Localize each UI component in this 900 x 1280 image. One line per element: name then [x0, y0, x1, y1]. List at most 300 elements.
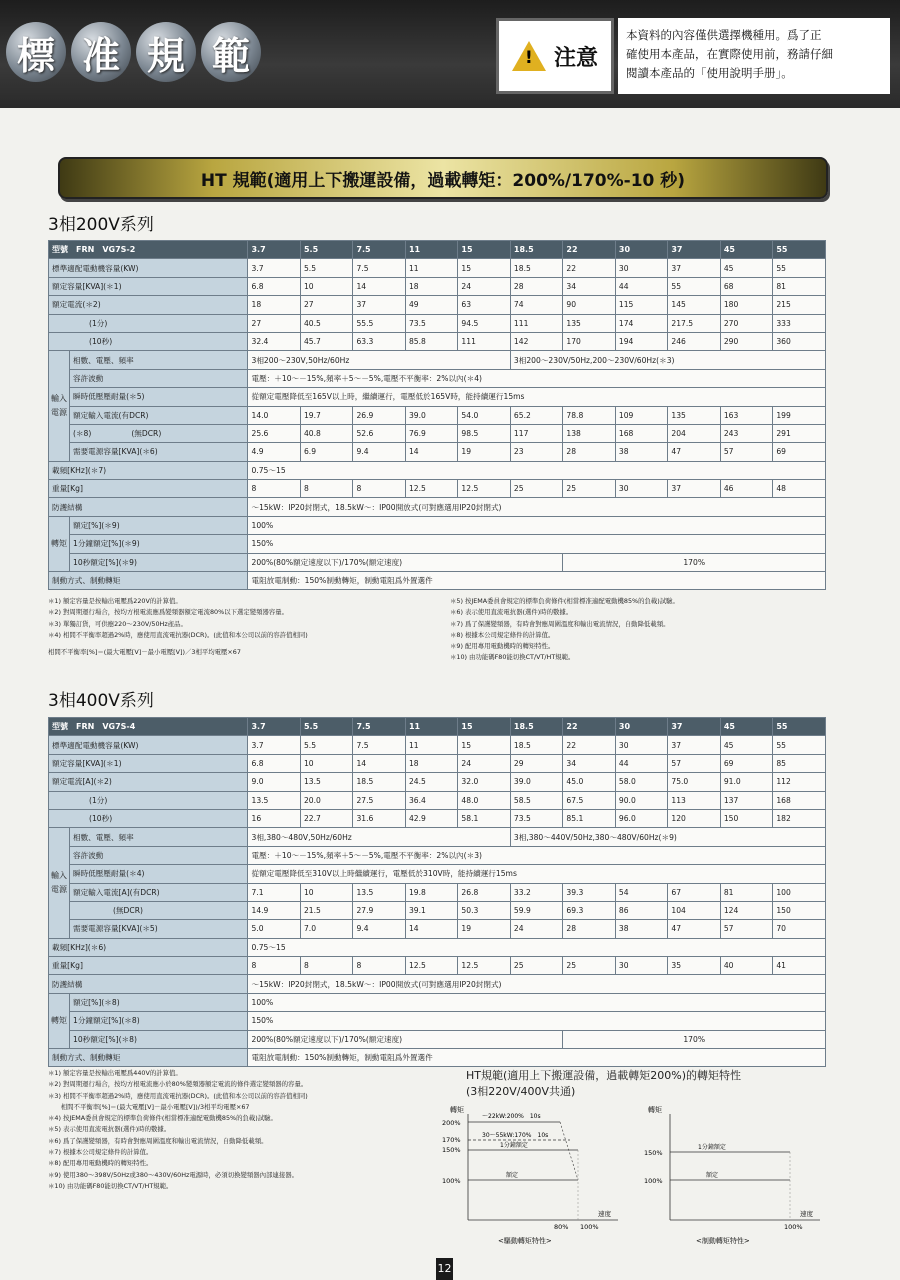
row-label: 額定輸入電流[A](有DCR) [69, 883, 248, 901]
table-row [49, 846, 826, 864]
value-cell: 45 [720, 736, 772, 754]
value-cell: 25 [563, 480, 615, 498]
note-line: ＊7) 爲了保護變頻器，有時會對應周圍溫度和輸出電流情況，自動降低載頻。 [450, 619, 670, 628]
value-cell: 360 [773, 332, 826, 350]
value-cell: 3.7 [248, 736, 300, 754]
value-cell: 電壓：＋10〜－15%,頻率＋5〜－5%,電壓不平衡率：2%以內(＊4) [248, 369, 826, 387]
value-cell: 54.0 [458, 406, 510, 424]
table-row [49, 388, 826, 406]
value-cell: 30 [615, 957, 667, 975]
value-cell: 150% [248, 535, 826, 553]
value-cell: 10 [300, 277, 352, 295]
value-cell: 22 [563, 736, 615, 754]
drive-x-tick: 80% [554, 1223, 569, 1231]
value-cell: 150 [773, 901, 826, 919]
value-cell: 23 [510, 443, 562, 461]
table-row [49, 461, 826, 479]
row-label: 重量[Kg] [49, 957, 248, 975]
caution-text [618, 18, 890, 94]
value-cell: 30 [615, 259, 667, 277]
note-line: ＊7) 根據本公司規定條件的計算值。 [48, 1148, 153, 1157]
row-label: 額定容量[KVA](＊1) [49, 754, 248, 772]
notes-200v-right [450, 596, 840, 664]
row-label: 容許波動 [69, 369, 248, 387]
row-label: 制動方式、制動轉矩 [49, 572, 248, 590]
value-cell: 55 [773, 259, 826, 277]
value-cell: 37 [668, 241, 720, 259]
torque-characteristic-graphs [420, 1100, 840, 1260]
row-label: 額定[%](＊8) [69, 993, 248, 1011]
drive-y-tick: 150% [442, 1146, 461, 1154]
value-cell: 94.5 [458, 314, 510, 332]
value-cell: 5.5 [300, 259, 352, 277]
value-cell: 25 [510, 480, 562, 498]
value-cell: 3.7 [248, 718, 300, 736]
value-cell: 40.5 [300, 314, 352, 332]
value-cell: 70 [773, 920, 826, 938]
value-cell: 45 [720, 259, 772, 277]
row-label: (1分) [49, 791, 248, 809]
note-line: ＊6) 表示使用直流電抗器(選件)時的數據。 [450, 608, 573, 617]
value-cell: 69.3 [563, 901, 615, 919]
value-cell: 85.8 [405, 332, 457, 350]
drive-line-label: 30〜55kW:170% 10s [482, 1132, 549, 1139]
table-row [49, 535, 826, 553]
value-cell: 18.5 [353, 773, 405, 791]
table-row [49, 865, 826, 883]
drive-line-label: 1分鐘額定 [500, 1142, 528, 1149]
value-cell: 168 [615, 424, 667, 442]
value-cell: 48.0 [458, 791, 510, 809]
page-header [0, 0, 900, 108]
value-cell: 18 [405, 277, 457, 295]
value-cell: 55 [773, 736, 826, 754]
value-cell: 58.1 [458, 809, 510, 827]
page-number: 12 [436, 1258, 453, 1280]
row-label: 防護結構 [49, 498, 248, 516]
value-cell: 7.5 [353, 736, 405, 754]
value-cell: 15 [458, 736, 510, 754]
brake-torque-graph [644, 1105, 820, 1245]
chart-title-line: HT規範(適用上下搬運設備，過載轉矩200%)的轉矩特性 [466, 1069, 742, 1082]
value-cell: 170% [563, 553, 826, 571]
value-cell: 58.0 [615, 773, 667, 791]
value-cell: 14 [353, 754, 405, 772]
value-cell: 〜15kW：IP20封閉式，18.5kW〜：IP00開放式(可對應選用IP20封閉式) [248, 975, 826, 993]
value-cell: 45.7 [300, 332, 352, 350]
value-cell: 55.5 [353, 314, 405, 332]
value-cell: 246 [668, 332, 720, 350]
table-row [49, 1049, 826, 1067]
value-cell: 12.5 [458, 480, 510, 498]
value-cell: 9.4 [353, 920, 405, 938]
value-cell: 9.4 [353, 443, 405, 461]
brake-x-tick: 100% [784, 1223, 803, 1231]
value-cell: 54 [615, 883, 667, 901]
value-cell: 55 [773, 241, 826, 259]
value-cell: 111 [510, 314, 562, 332]
value-cell: 從額定電壓降低至310V以上時繼續運行，電壓低於310V時，能持續運行15ms [248, 865, 826, 883]
value-cell: 10 [300, 883, 352, 901]
row-label: 額定輸入電流(有DCR) [69, 406, 248, 424]
value-cell: 3.7 [248, 259, 300, 277]
title-char: 範 [201, 22, 261, 82]
value-cell: 8 [353, 957, 405, 975]
model-label: 型號 FRN VG7S-2 [49, 241, 248, 259]
value-cell: 52.6 [353, 424, 405, 442]
note-line: ＊1) 額定容量是按輸出電壓爲440V的計算值。 [48, 1069, 182, 1077]
row-label: 相數、電壓、頻率 [69, 351, 248, 369]
row-label [69, 424, 248, 442]
value-cell: 243 [720, 424, 772, 442]
value-cell: 204 [668, 424, 720, 442]
row-label: 10秒額定[%](＊9) [69, 553, 248, 571]
value-cell: 47 [668, 920, 720, 938]
value-cell: 109 [615, 406, 667, 424]
note-line: ＊2) 對周期運行場合，按均方根電流應爲變頻器額定電流80%以下選定變頻器容量。 [48, 608, 289, 617]
spec-table-400v [48, 717, 826, 1067]
value-cell: 12.5 [405, 957, 457, 975]
spec-table-200v [48, 240, 826, 590]
group-label: 轉矩 [49, 516, 70, 571]
value-cell: 16 [248, 809, 300, 827]
value-cell: 65.2 [510, 406, 562, 424]
caution-label-box [496, 18, 614, 94]
banner-text: HT 規範(適用上下搬運設備，過載轉矩：200%/170%-10 秒) [200, 170, 686, 191]
value-cell: 49 [405, 296, 457, 314]
value-cell: 57 [668, 754, 720, 772]
value-cell: 9.0 [248, 773, 300, 791]
value-cell: 28 [563, 920, 615, 938]
table-row [49, 920, 826, 938]
table-row [49, 1030, 826, 1048]
table-row [49, 443, 826, 461]
value-cell: 3.7 [248, 241, 300, 259]
value-cell: 18.5 [510, 259, 562, 277]
value-cell: 73.5 [405, 314, 457, 332]
value-cell: 31.6 [353, 809, 405, 827]
row-label: (1分) [49, 314, 248, 332]
value-cell: 12.5 [405, 480, 457, 498]
note-line: ＊9) 配用專用電動機時的轉矩特性。 [450, 642, 555, 651]
section-400v-title: 3相400V系列 [48, 691, 154, 711]
value-cell: 168 [773, 791, 826, 809]
warning-icon: ! [512, 41, 546, 71]
drive-x-label: 速度 [598, 1210, 611, 1218]
value-cell: 37 [668, 259, 720, 277]
value-cell: 199 [773, 406, 826, 424]
value-cell: 194 [615, 332, 667, 350]
note-line: ＊4) 相間不平衡率超過2%時，應使用直流電抗器(DCR)。(此值和本公司以前的容許值相同) [48, 630, 308, 639]
table-row [49, 828, 826, 846]
value-cell: 100% [248, 993, 826, 1011]
value-cell: 3相200〜230V/50Hz,200〜230V/60Hz(＊3) [510, 351, 825, 369]
brake-caption: <制動轉矩特性> [696, 1237, 750, 1245]
value-cell: 26.9 [353, 406, 405, 424]
value-cell: 33.2 [510, 883, 562, 901]
value-cell: 11 [405, 718, 457, 736]
note-line: ＊6) 爲了保護變頻器，有時會對應周圍溫度和輸出電流情況，自動降低載頻。 [48, 1136, 268, 1145]
value-cell: 55 [773, 718, 826, 736]
value-cell: 78.8 [563, 406, 615, 424]
caution-line: 閱讀本產品的「使用說明手册」。 [626, 66, 793, 80]
value-cell: 37 [668, 736, 720, 754]
value-cell: 120 [668, 809, 720, 827]
value-cell: 14 [405, 443, 457, 461]
value-cell: 34 [563, 754, 615, 772]
row-label: 需要電源容量[KVA](＊6) [69, 443, 248, 461]
caution-panel [496, 18, 890, 94]
row-label: 瞬時低壓壓耐量(＊5) [69, 388, 248, 406]
value-cell: 47 [668, 443, 720, 461]
value-cell: 14.9 [248, 901, 300, 919]
value-cell: 37 [668, 480, 720, 498]
brake-y-tick: 100% [644, 1177, 663, 1185]
value-cell: 111 [458, 332, 510, 350]
value-cell: 180 [720, 296, 772, 314]
value-cell: 電阻放電制動：150%制動轉矩，制動電阻爲外置選件 [248, 572, 826, 590]
row-label: 載頻[KHz](＊6) [49, 938, 248, 956]
value-cell: 124 [720, 901, 772, 919]
table-row [49, 480, 826, 498]
value-cell: 58.5 [510, 791, 562, 809]
value-cell: 18.5 [510, 736, 562, 754]
note-line: ＊5) 表示使用直流電抗器(選件)時的數據。 [48, 1125, 171, 1134]
note-line: ＊5) 按JEMA委員會規定的標準負荷條件(相當標准適配電動機85%的負載)試驗。 [450, 597, 679, 605]
value-cell: 215 [773, 296, 826, 314]
value-cell: 40.8 [300, 424, 352, 442]
value-cell: 69 [720, 754, 772, 772]
model-label: 型號 FRN VG7S-4 [49, 718, 248, 736]
value-cell: 46 [720, 480, 772, 498]
note-line: ＊2) 對周期運行場合，按均方根電流應小於80%變頻器額定電流的條件選定變頻器的容量。 [48, 1080, 308, 1089]
drive-caption: <驅動轉矩特性> [498, 1237, 552, 1245]
value-cell: 5.5 [300, 241, 352, 259]
drive-line-label: 〜22kW:200% 10s [482, 1113, 541, 1120]
value-cell: 290 [720, 332, 772, 350]
note-line: ＊3) 單獨訂貨，可供應220〜230V/50Hz產品。 [48, 619, 187, 628]
row-label: 相數、電壓、頻率 [69, 828, 248, 846]
table-row [49, 259, 826, 277]
value-cell: 150% [248, 1012, 826, 1030]
value-cell: 174 [615, 314, 667, 332]
row-label: 標準適配電動機容量(KW) [49, 736, 248, 754]
value-cell: 5.5 [300, 718, 352, 736]
value-cell: 30 [615, 241, 667, 259]
title-char: 准 [71, 22, 131, 82]
value-cell: 18.5 [510, 241, 562, 259]
row-label: 制動方式、制動轉矩 [49, 1049, 248, 1067]
value-cell: 7.5 [353, 718, 405, 736]
ht-spec-banner [58, 157, 828, 199]
table-row [49, 424, 826, 442]
value-cell: 37 [668, 718, 720, 736]
value-cell: 13.5 [248, 791, 300, 809]
value-cell: 6.9 [300, 443, 352, 461]
value-cell: 81 [773, 277, 826, 295]
table-row [49, 957, 826, 975]
value-cell: 7.5 [353, 259, 405, 277]
table-row [49, 791, 826, 809]
value-cell: 75.0 [668, 773, 720, 791]
value-cell: 0.75〜15 [248, 938, 826, 956]
caution-label: 注意 [553, 45, 598, 71]
value-cell: 170% [563, 1030, 826, 1048]
value-cell: 25.6 [248, 424, 300, 442]
value-cell: 69 [773, 443, 826, 461]
value-cell: 24 [458, 754, 510, 772]
value-cell: 38 [615, 443, 667, 461]
value-cell: 74 [510, 296, 562, 314]
table-row [49, 369, 826, 387]
drive-y-tick: 200% [442, 1119, 461, 1127]
value-cell: 3相,380〜480V,50Hz/60Hz [248, 828, 510, 846]
value-cell: 14 [405, 920, 457, 938]
value-cell: 145 [668, 296, 720, 314]
value-cell: 39.0 [405, 406, 457, 424]
value-cell: 170 [563, 332, 615, 350]
value-cell: 19.8 [405, 883, 457, 901]
value-cell: 32.0 [458, 773, 510, 791]
section-200v-title: 3相200V系列 [48, 215, 154, 235]
value-cell: 200%(80%額定速度以下)/170%(額定速度) [248, 1030, 563, 1048]
row-label: 重量[Kg] [49, 480, 248, 498]
chart-title-line: (3相220V/400V共通) [466, 1085, 576, 1098]
value-cell: 從額定電壓降低至165V以上時，繼續運行，電壓低於165V時，能持續運行15ms [248, 388, 826, 406]
value-cell: 85 [773, 754, 826, 772]
value-cell: 63.3 [353, 332, 405, 350]
table-row [49, 406, 826, 424]
value-cell: 22 [563, 259, 615, 277]
value-cell: 113 [668, 791, 720, 809]
note-line: ＊4) 按JEMA委員會規定的標準負荷條件(相當標准適配電動機85%的負載)試驗。 [48, 1114, 277, 1123]
table-row [49, 351, 826, 369]
note-line: ＊10) 由功能碼F80能切換CT/VT/HT規範。 [450, 653, 575, 662]
notes-200v-left [48, 596, 448, 658]
value-cell: 5.0 [248, 920, 300, 938]
value-cell: 67.5 [563, 791, 615, 809]
value-cell: 8 [248, 480, 300, 498]
value-cell: 3相200〜230V,50Hz/60Hz [248, 351, 510, 369]
value-cell: 27 [248, 314, 300, 332]
table-row [49, 754, 826, 772]
value-cell: 5.5 [300, 736, 352, 754]
value-cell: 22 [563, 718, 615, 736]
table-row [49, 883, 826, 901]
value-cell: 67 [668, 883, 720, 901]
row-label [69, 901, 248, 919]
table-row [49, 516, 826, 534]
value-cell: 90.0 [615, 791, 667, 809]
value-cell: 7.0 [300, 920, 352, 938]
row-label: 需要電源容量[KVA](＊5) [69, 920, 248, 938]
value-cell: 〜15kW：IP20封閉式，18.5kW〜：IP00開放式(可對應選用IP20封閉式) [248, 498, 826, 516]
value-cell: 11 [405, 241, 457, 259]
value-cell: 100 [773, 883, 826, 901]
value-cell: 15 [458, 241, 510, 259]
value-cell: 6.8 [248, 754, 300, 772]
table-row [49, 993, 826, 1011]
brake-line-label: 1分鐘額定 [698, 1144, 726, 1151]
table-row [49, 572, 826, 590]
value-cell: 115 [615, 296, 667, 314]
table-row [49, 498, 826, 516]
value-cell: 25 [510, 957, 562, 975]
value-cell: 44 [615, 754, 667, 772]
value-cell: 96.0 [615, 809, 667, 827]
value-cell: 10 [300, 754, 352, 772]
value-cell: 8 [353, 480, 405, 498]
value-cell: 137 [720, 791, 772, 809]
value-cell: 150 [720, 809, 772, 827]
model-row [49, 718, 826, 736]
value-cell: 14 [353, 277, 405, 295]
brake-x-label: 速度 [800, 1210, 813, 1218]
value-cell: 138 [563, 424, 615, 442]
value-cell: 3相,380〜440V/50Hz,380〜480V/60Hz(＊9) [510, 828, 825, 846]
value-cell: 36.4 [405, 791, 457, 809]
value-cell: 38 [615, 920, 667, 938]
value-cell: 32.4 [248, 332, 300, 350]
value-cell: 81 [720, 883, 772, 901]
value-cell: 291 [773, 424, 826, 442]
value-cell: 29 [510, 754, 562, 772]
value-cell: 19.7 [300, 406, 352, 424]
value-cell: 24.5 [405, 773, 457, 791]
note-line: ＊8) 根據本公司規定條件的計算值。 [450, 630, 555, 639]
value-cell: 100% [248, 516, 826, 534]
value-cell: 37 [353, 296, 405, 314]
table-row [49, 773, 826, 791]
value-cell: 18 [405, 754, 457, 772]
value-cell: 19 [458, 920, 510, 938]
row-label: 10秒額定[%](＊8) [69, 1030, 248, 1048]
value-cell: 135 [563, 314, 615, 332]
value-cell: 7.5 [353, 241, 405, 259]
note-line: ＊9) 使用380〜398V/50Hz或380〜430V/60Hz電源時，必須切換變頻器內部連接器。 [48, 1170, 298, 1179]
value-cell: 20.0 [300, 791, 352, 809]
brake-line-label: 額定 [706, 1172, 719, 1179]
table-row [49, 553, 826, 571]
value-cell: 7.1 [248, 883, 300, 901]
table-row [49, 901, 826, 919]
value-cell: 15 [458, 259, 510, 277]
group-label: 輸入電源 [49, 351, 70, 461]
note-line: ＊10) 由功能碼F80能切換CT/VT/HT規範。 [48, 1181, 173, 1190]
value-cell: 25 [563, 957, 615, 975]
title-char: 標 [6, 22, 66, 82]
value-cell: 18 [248, 296, 300, 314]
value-cell: 27 [300, 296, 352, 314]
value-cell: 59.9 [510, 901, 562, 919]
value-cell: 26.8 [458, 883, 510, 901]
value-cell: 18.5 [510, 718, 562, 736]
table-row [49, 938, 826, 956]
value-cell: 電壓：＋10〜－15%,頻率＋5〜－5%,電壓不平衡率：2%以內(＊3) [248, 846, 826, 864]
value-cell: 57 [720, 920, 772, 938]
value-cell: 41 [773, 957, 826, 975]
note-line: ＊1) 額定容量是按輸出電壓爲220V的計算值。 [48, 597, 182, 605]
value-cell: 30 [615, 736, 667, 754]
group-label: 轉矩 [49, 993, 70, 1048]
table-row [49, 809, 826, 827]
value-cell: 48 [773, 480, 826, 498]
table-row [49, 975, 826, 993]
drive-torque-graph [442, 1105, 618, 1245]
value-cell: 135 [668, 406, 720, 424]
value-cell: 22 [563, 241, 615, 259]
row-label: 容許波動 [69, 846, 248, 864]
